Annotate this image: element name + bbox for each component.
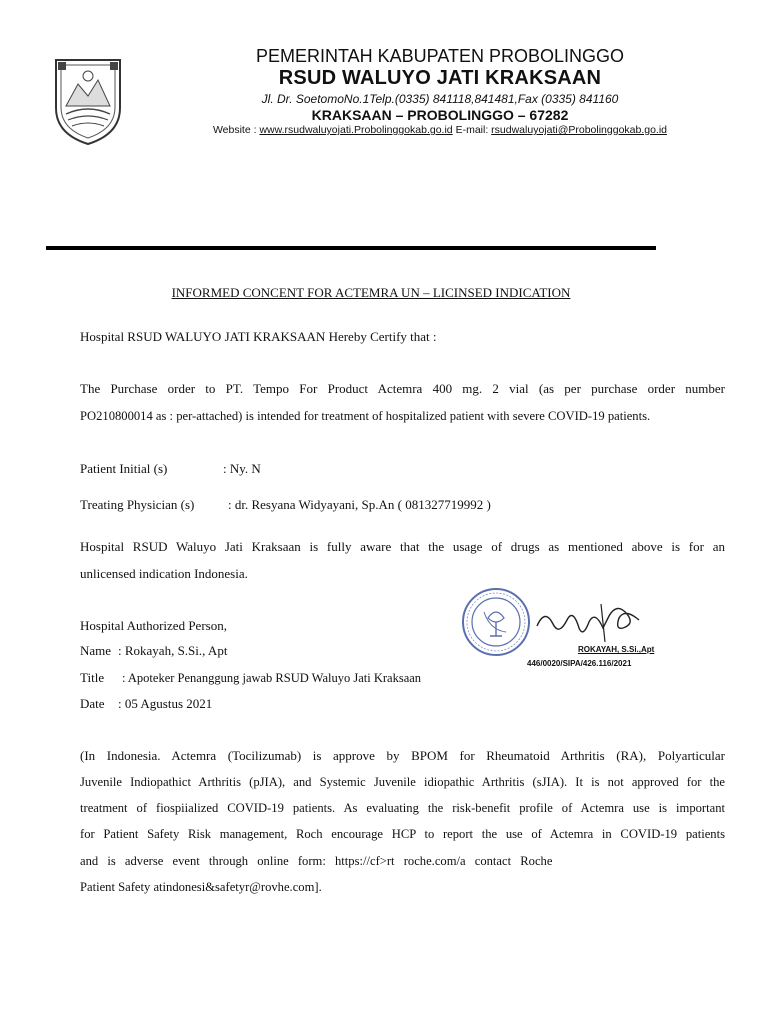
footnote-line-2: Juvenile Indiopathict Arthritis (pJIA), and Systemic Juvenile idiopathic Arthritis (sJIA). It is not approved for the [80, 775, 725, 789]
email-label: E-mail: [455, 124, 489, 136]
hospital-pharmacy-stamp [460, 586, 532, 658]
physician-value: : dr. Resyana Widyayani, Sp.An ( 081327719992 ) [228, 497, 491, 512]
name-label: Name [80, 643, 112, 658]
awareness-line-2: unlicensed indication Indonesia. [80, 566, 248, 581]
signature-scribble [535, 598, 645, 646]
certify-statement: Hospital RSUD WALUYO JATI KRAKSAAN Hereby Certify that : [80, 329, 437, 344]
purchase-line-1: The Purchase order to PT. Tempo For Product Actemra 400 mg. 2 vial (as per purchase order number [80, 381, 725, 396]
awareness-line-1: Hospital RSUD Waluyo Jati Kraksaan is fully aware that the usage of drugs as mentioned above is for an [80, 539, 725, 554]
name-value: : Rokayah, S.Si., Apt [118, 643, 228, 658]
email-link[interactable]: rsudwaluyojati@Probolinggokab.go.id [491, 124, 668, 136]
header-government-name: PEMERINTAH KABUPATEN PROBOLINGGO [255, 46, 625, 66]
header-hospital-name: RSUD WALUYO JATI KRAKSAAN [278, 67, 602, 89]
footnote-line-4: for Patient Safety Risk management, Roch encourage HCP to report the use of Actemra in COVID-19 patients [80, 827, 725, 841]
website-label: Website : [212, 124, 257, 136]
header-divider [46, 246, 656, 250]
header-address: Jl. Dr. SoetomoNo.1Telp.(0335) 841118,841481,Fax (0335) 841160 [261, 92, 619, 106]
patient-initial-value: : Ny. N [223, 461, 261, 476]
authorized-heading: Hospital Authorized Person, [80, 618, 227, 633]
title-label: Title [80, 670, 105, 685]
title-value: : Apoteker Penanggung jawab RSUD Waluyo Jati Kraksaan [122, 671, 422, 685]
purchase-line-2: PO210800014 as : per-attached) is intended for treatment of hospitalized patient with severe COVID-19 patients. [80, 409, 651, 423]
physician-label: Treating Physician (s) [80, 497, 195, 512]
signatory-name: ROKAYAH, S.Si.,Apt [578, 645, 655, 654]
date-label: Date [80, 696, 105, 711]
footnote-line-1: (In Indonesia. Actemra (Tocilizumab) is approve by BPOM for Rheumatoid Arthritis (RA), Polyarticular [80, 748, 725, 763]
footnote-line-5: and is adverse event through online form: https://cf>rt roche.com/a contact Roche [80, 854, 553, 868]
document-title: INFORMED CONCENT FOR ACTEMRA UN – LICINSED INDICATION [171, 285, 571, 300]
patient-initial-label: Patient Initial (s) [80, 461, 168, 476]
footnote-line-3: treatment of fiospiialized COVID-19 patients. As evaluating the risk-benefit profile of Actemra use is important [80, 801, 725, 815]
signatory-license-number: 446/0020/SIPA/426.116/2021 [527, 659, 632, 668]
header-city: KRAKSAAN – PROBOLINGGO – 67282 [311, 107, 569, 123]
footnote-line-6: Patient Safety atindonesi&safetyr@rovhe.com]. [80, 880, 322, 894]
regency-emblem-logo [52, 54, 124, 146]
date-value: : 05 Agustus 2021 [118, 696, 213, 711]
header-contact-line [180, 124, 700, 136]
website-link[interactable]: www.rsudwaluyojati.Probolinggokab.go.id [259, 124, 453, 136]
